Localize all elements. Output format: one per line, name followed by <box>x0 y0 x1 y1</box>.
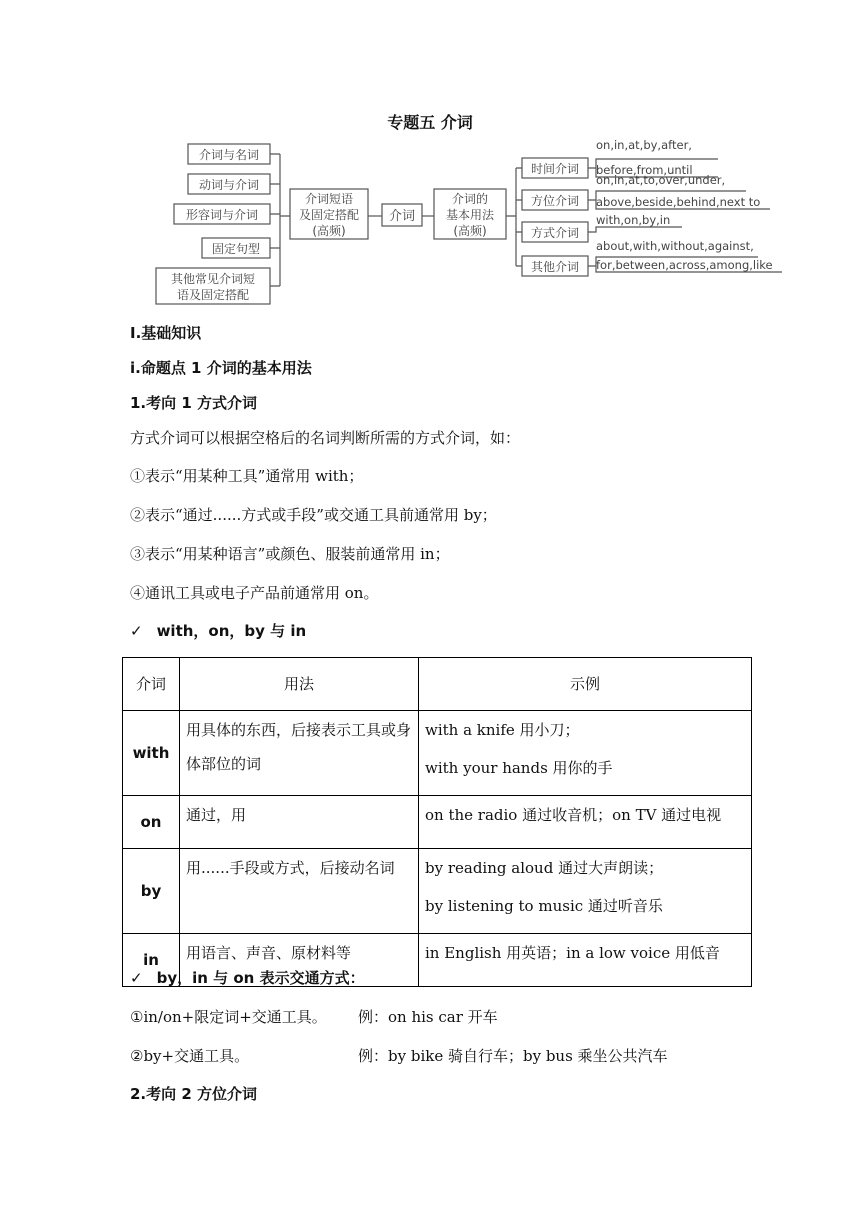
table-cell-usage: 用具体的东西，后接表示工具或身体部位的词 <box>180 711 419 796</box>
rule-2: ②表示“通过......方式或手段”或交通工具前通常用 by； <box>130 506 497 524</box>
section-heading: I.基础知识 <box>130 324 202 342</box>
example-line: by listening to music 通过听音乐 <box>425 897 663 915</box>
mindmap-note-other-1: about,with,without,against, <box>596 239 754 253</box>
rule-3: ③表示“用某种语言”或颜色、服装前通常用 in； <box>130 545 450 563</box>
mindmap-other: 其他介词 <box>530 260 580 274</box>
mindmap-item-adjective: 形容词与介词 <box>185 208 259 222</box>
check-heading-2 <box>130 967 365 988</box>
transport-rule-text: ①in/on+限定词+交通工具。 <box>130 1008 327 1026</box>
mindmap-note-other-2: for,between,across,among,like <box>596 258 773 272</box>
mindmap-center: 介词 <box>388 209 416 224</box>
mindmap-usage-1: 介词的 <box>451 192 489 206</box>
mindmap-place: 方位介词 <box>530 194 580 208</box>
mindmap-note-time-1: on,in,at,by,after, <box>596 138 692 152</box>
mind-map-diagram <box>150 132 790 307</box>
direction-heading-1: 1.考向 1 方式介词 <box>130 394 258 412</box>
example-line: with your hands 用你的手 <box>425 759 613 777</box>
check-heading-1-text: with，on，by 与 in <box>156 622 307 640</box>
example-line: in English 用英语；in a low voice 用低音 <box>425 944 720 962</box>
checkmark-icon: ✓ <box>130 969 143 987</box>
mindmap-manner: 方式介词 <box>530 226 580 240</box>
direction-heading-2: 2.考向 2 方位介词 <box>130 1085 258 1103</box>
rule-4: ④通讯工具或电子产品前通常用 on。 <box>130 584 379 602</box>
check-heading-2-text: by，in 与 on 表示交通方式： <box>156 969 365 987</box>
table-header: 用法 <box>180 658 419 711</box>
mindmap-item-sentence: 固定句型 <box>211 242 261 256</box>
page-title: 专题五 介词 <box>387 113 473 132</box>
table-cell-word: in <box>123 934 180 987</box>
table-cell-word: by <box>123 849 180 934</box>
table-row <box>123 796 752 849</box>
example-line: on the radio 通过收音机；on TV 通过电视 <box>425 806 722 824</box>
table-header-row <box>123 658 752 711</box>
transport-example-text: 例：by bike 骑自行车；by bus 乘坐公共汽车 <box>358 1047 668 1065</box>
table-header: 示例 <box>419 658 752 711</box>
checkmark-icon: ✓ <box>130 622 143 640</box>
transport-rule-2 <box>130 1045 668 1066</box>
transport-rule-1 <box>130 1006 498 1027</box>
transport-example-text: 例：on his car 开车 <box>358 1008 498 1026</box>
mindmap-note-manner: with,on,by,in <box>596 213 671 227</box>
mindmap-note-place-1: on,in,at,to,over,under, <box>596 173 726 187</box>
mindmap-note-place-2: above,beside,behind,next to <box>596 195 761 209</box>
table-row <box>123 849 752 934</box>
mindmap-item-other-1: 其他常见介词短 <box>170 272 256 286</box>
rule-1: ①表示“用某种工具”通常用 with； <box>130 467 364 485</box>
table-cell-examples <box>419 711 752 796</box>
prepositions-table <box>122 657 752 987</box>
mindmap-usage-3: (高频) <box>453 224 487 238</box>
mindmap-phrase-3: (高频) <box>312 224 346 238</box>
mindmap-item-noun: 介词与名词 <box>198 148 260 162</box>
table-cell-usage: 通过，用 <box>180 796 419 849</box>
intro-text: 方式介词可以根据空格后的名词判断所需的方式介词，如： <box>130 429 521 447</box>
table-cell-examples <box>419 849 752 934</box>
check-heading-1 <box>130 620 306 641</box>
table-cell-word: with <box>123 711 180 796</box>
table-cell-word: on <box>123 796 180 849</box>
mindmap-phrase-2: 及固定搭配 <box>298 208 360 222</box>
mindmap-usage-2: 基本用法 <box>445 208 495 222</box>
mindmap-phrase-1: 介词短语 <box>304 192 354 206</box>
mindmap-item-other-2: 语及固定搭配 <box>176 288 250 302</box>
table-row <box>123 711 752 796</box>
table-cell-usage: 用......手段或方式，后接动名词 <box>180 849 419 934</box>
example-line: with a knife 用小刀； <box>425 721 580 739</box>
transport-rule-text: ②by+交通工具。 <box>130 1047 250 1065</box>
table-cell-examples <box>419 934 752 987</box>
mindmap-time: 时间介词 <box>530 162 580 176</box>
mindmap-note-time-2: before,from,until <box>596 163 693 177</box>
table-cell-examples <box>419 796 752 849</box>
example-line: by reading aloud 通过大声朗读； <box>425 859 664 877</box>
mindmap-item-verb: 动词与介词 <box>198 178 260 192</box>
table-cell-usage: 用语言、声音、原材料等 <box>180 934 419 987</box>
point-heading: i.命题点 1 介词的基本用法 <box>130 359 312 377</box>
table-header: 介词 <box>123 658 180 711</box>
